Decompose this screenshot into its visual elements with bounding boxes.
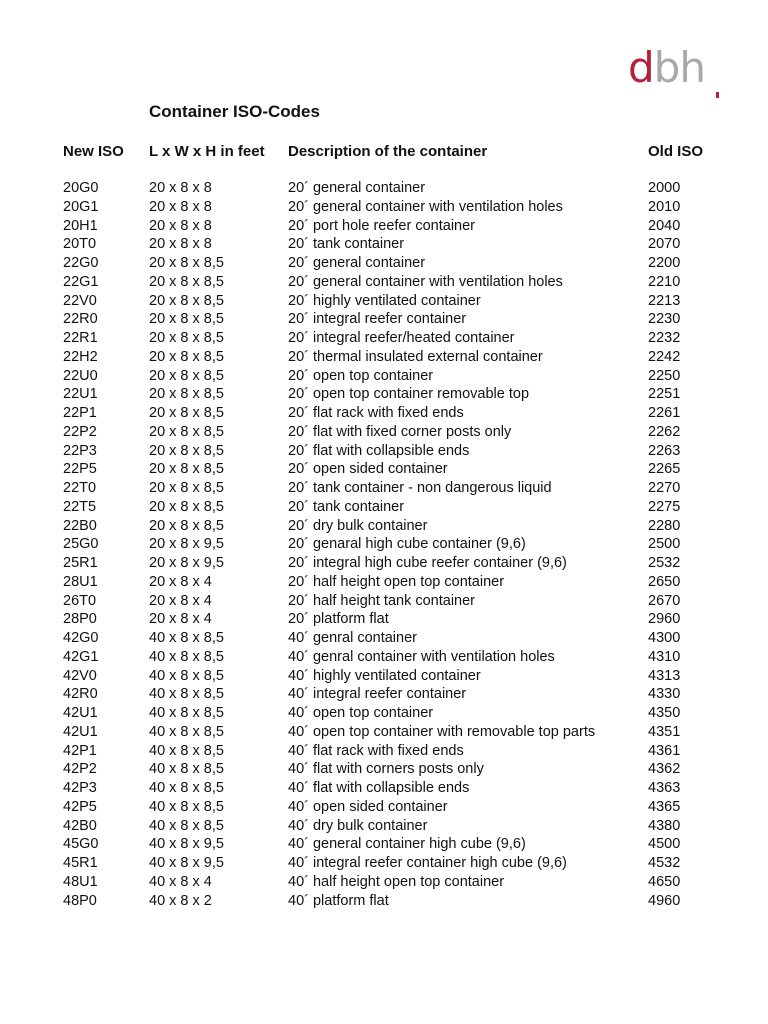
cell-description: 40´ half height open top container (288, 873, 505, 890)
cell-dimensions: 20 x 8 x 8,5 (149, 348, 224, 365)
cell-dimensions: 20 x 8 x 8,5 (149, 461, 224, 478)
cell-old-iso: 4362 (648, 761, 681, 778)
cell-description: 20´ open top container (288, 367, 434, 384)
cell-old-iso: 2010 (648, 198, 681, 215)
cell-dimensions: 20 x 8 x 9,5 (149, 536, 224, 553)
table-row (0, 254, 768, 273)
table-row (0, 854, 768, 873)
table-row (0, 817, 768, 836)
cell-new-iso: 28U1 (63, 573, 98, 590)
cell-description: 20´ general container (288, 255, 426, 271)
cell-dimensions: 20 x 8 x 8,5 (149, 273, 224, 290)
cell-description: 40´ genral container (288, 630, 417, 646)
dbh-logo (628, 43, 724, 102)
table-row (0, 667, 768, 686)
cell-description: 20´ thermal insulated external container (288, 348, 543, 365)
cell-new-iso: 22H2 (63, 348, 98, 365)
cell-description: 40´ flat rack with fixed ends (288, 742, 464, 759)
table-row (0, 723, 768, 742)
cell-dimensions: 40 x 8 x 8,5 (149, 630, 224, 646)
cell-description: 20´ integral reefer/heated container (288, 330, 515, 346)
cell-dimensions: 20 x 8 x 8 (149, 236, 212, 253)
cell-dimensions: 40 x 8 x 4 (149, 873, 212, 890)
cell-new-iso: 42B0 (63, 817, 97, 834)
cell-old-iso: 2242 (648, 348, 681, 365)
cell-new-iso: 45G0 (63, 836, 99, 853)
cell-description: 20´ dry bulk container (288, 517, 428, 534)
cell-old-iso: 4300 (648, 630, 681, 646)
cell-old-iso: 4350 (648, 705, 681, 721)
cell-description: 40´ general container high cube (9,6) (288, 836, 526, 853)
cell-dimensions: 40 x 8 x 8,5 (149, 686, 224, 703)
cell-new-iso: 42G1 (63, 648, 99, 665)
cell-old-iso: 4380 (648, 817, 681, 834)
table-row (0, 573, 768, 592)
table-row (0, 873, 768, 892)
table-row (0, 385, 768, 404)
cell-new-iso: 42P5 (63, 798, 97, 815)
cell-dimensions: 20 x 8 x 8,5 (149, 311, 224, 328)
cell-dimensions: 40 x 8 x 8,5 (149, 723, 224, 740)
table-row (0, 273, 768, 292)
table-row (0, 292, 768, 311)
cell-old-iso: 4351 (648, 723, 681, 740)
cell-old-iso: 4313 (648, 667, 681, 684)
cell-description: 20´ platform flat (288, 611, 389, 628)
table-row (0, 367, 768, 386)
cell-new-iso: 22B0 (63, 517, 97, 534)
cell-description: 40´ highly ventilated container (288, 667, 481, 684)
cell-old-iso: 2200 (648, 255, 681, 271)
cell-description: 20´ highly ventilated container (288, 292, 481, 309)
cell-new-iso: 48U1 (63, 873, 98, 890)
table-row (0, 892, 768, 911)
table-row (0, 498, 768, 517)
cell-old-iso: 2670 (648, 592, 681, 609)
cell-old-iso: 2000 (648, 180, 681, 196)
cell-description: 20´ general container (288, 180, 426, 196)
cell-new-iso: 48P0 (63, 892, 97, 909)
cell-description: 20´ half height tank container (288, 592, 476, 609)
table-row (0, 517, 768, 536)
cell-new-iso: 22P3 (63, 442, 97, 459)
table-header (0, 141, 768, 163)
cell-old-iso: 4650 (648, 873, 681, 890)
cell-new-iso: 26T0 (63, 592, 97, 609)
cell-description: 40´ open top container with removable top parts (288, 723, 596, 740)
column-header-description: Description of the container (288, 143, 488, 160)
cell-description: 20´ half height open top container (288, 573, 505, 590)
cell-old-iso: 2040 (648, 217, 681, 234)
table-row (0, 235, 768, 254)
table-row (0, 685, 768, 704)
table-row (0, 648, 768, 667)
cell-new-iso: 42U1 (63, 705, 98, 721)
cell-description: 20´ genaral high cube container (9,6) (288, 536, 526, 553)
cell-dimensions: 40 x 8 x 8,5 (149, 798, 224, 815)
cell-dimensions: 20 x 8 x 8,5 (149, 330, 224, 346)
column-header-dimensions: L x W x H in feet (149, 143, 265, 160)
table-row (0, 704, 768, 723)
cell-dimensions: 40 x 8 x 8,5 (149, 648, 224, 665)
cell-dimensions: 20 x 8 x 8,5 (149, 423, 224, 440)
cell-old-iso: 2960 (648, 611, 681, 628)
cell-new-iso: 22T0 (63, 480, 97, 496)
cell-dimensions: 20 x 8 x 8,5 (149, 517, 224, 534)
cell-dimensions: 20 x 8 x 8,5 (149, 292, 224, 309)
cell-description: 40´ genral container with ventilation holes (288, 648, 555, 665)
iso-code-table (0, 179, 768, 910)
cell-dimensions: 20 x 8 x 8,5 (149, 367, 224, 384)
cell-new-iso: 20H1 (63, 217, 98, 234)
cell-old-iso: 4960 (648, 892, 681, 909)
cell-dimensions: 20 x 8 x 8 (149, 198, 212, 215)
cell-new-iso: 28P0 (63, 611, 97, 628)
cell-new-iso: 42P1 (63, 742, 97, 759)
cell-description: 20´ tank container (288, 236, 405, 253)
cell-dimensions: 20 x 8 x 9,5 (149, 555, 224, 571)
cell-new-iso: 22R1 (63, 330, 98, 346)
cell-description: 20´ open top container removable top (288, 386, 530, 403)
cell-old-iso: 4330 (648, 686, 681, 703)
table-row (0, 329, 768, 348)
cell-dimensions: 20 x 8 x 4 (149, 573, 212, 590)
cell-new-iso: 42R0 (63, 686, 98, 703)
cell-old-iso: 2213 (648, 292, 681, 309)
cell-old-iso: 2250 (648, 367, 681, 384)
table-row (0, 760, 768, 779)
cell-description: 40´ flat with corners posts only (288, 761, 484, 778)
cell-description: 20´ integral high cube reefer container (9,6) (288, 555, 567, 571)
cell-dimensions: 20 x 8 x 8,5 (149, 480, 224, 496)
cell-old-iso: 4365 (648, 798, 681, 815)
cell-description: 20´ tank container (288, 498, 405, 515)
cell-dimensions: 20 x 8 x 8,5 (149, 386, 224, 403)
table-row (0, 217, 768, 236)
cell-description: 40´ dry bulk container (288, 817, 428, 834)
table-row (0, 779, 768, 798)
cell-new-iso: 22U1 (63, 386, 98, 403)
cell-new-iso: 22R0 (63, 311, 98, 328)
column-header-new-iso: New ISO (63, 143, 124, 160)
cell-new-iso: 22P5 (63, 461, 97, 478)
cell-dimensions: 20 x 8 x 8,5 (149, 405, 224, 421)
cell-description: 20´ flat with collapsible ends (288, 442, 470, 459)
cell-dimensions: 20 x 8 x 8 (149, 217, 212, 234)
cell-dimensions: 40 x 8 x 9,5 (149, 836, 224, 853)
cell-old-iso: 2230 (648, 311, 681, 328)
cell-description: 20´ general container with ventilation holes (288, 198, 563, 215)
cell-new-iso: 25R1 (63, 555, 98, 571)
cell-description: 40´ integral reefer container (288, 686, 467, 703)
table-row (0, 798, 768, 817)
table-row (0, 629, 768, 648)
cell-description: 20´ integral reefer container (288, 311, 467, 328)
cell-new-iso: 42P3 (63, 780, 97, 796)
cell-old-iso: 2262 (648, 423, 681, 440)
cell-old-iso: 4361 (648, 742, 681, 759)
cell-old-iso: 2263 (648, 442, 681, 459)
logo-letters-bh: bh (653, 43, 705, 92)
cell-new-iso: 22U0 (63, 367, 98, 384)
cell-description: 20´ flat with fixed corner posts only (288, 423, 512, 440)
cell-new-iso: 22G1 (63, 273, 99, 290)
cell-description: 40´ integral reefer container high cube (9,6) (288, 855, 567, 871)
table-row (0, 610, 768, 629)
cell-dimensions: 20 x 8 x 4 (149, 592, 212, 609)
table-row (0, 835, 768, 854)
cell-dimensions: 40 x 8 x 8,5 (149, 817, 224, 834)
cell-old-iso: 2210 (648, 273, 681, 290)
table-row (0, 423, 768, 442)
table-row (0, 554, 768, 573)
table-row (0, 479, 768, 498)
table-row (0, 460, 768, 479)
table-row (0, 179, 768, 198)
cell-new-iso: 22V0 (63, 292, 97, 309)
cell-dimensions: 40 x 8 x 9,5 (149, 855, 224, 871)
table-row (0, 442, 768, 461)
cell-old-iso: 2261 (648, 405, 681, 421)
cell-old-iso: 4310 (648, 648, 681, 665)
cell-new-iso: 20G0 (63, 180, 99, 196)
cell-old-iso: 2532 (648, 555, 681, 571)
cell-description: 20´ open sided container (288, 461, 448, 478)
cell-dimensions: 40 x 8 x 8,5 (149, 780, 224, 796)
cell-new-iso: 42G0 (63, 630, 99, 646)
column-header-old-iso: Old ISO (648, 143, 704, 160)
cell-new-iso: 20G1 (63, 198, 99, 215)
cell-dimensions: 40 x 8 x 8,5 (149, 705, 224, 721)
cell-dimensions: 20 x 8 x 8,5 (149, 498, 224, 515)
cell-old-iso: 2232 (648, 330, 681, 346)
cell-description: 20´ port hole reefer container (288, 217, 475, 234)
cell-description: 20´ flat rack with fixed ends (288, 405, 464, 421)
table-row (0, 404, 768, 423)
cell-old-iso: 2265 (648, 461, 681, 478)
table-row (0, 198, 768, 217)
table-row (0, 535, 768, 554)
cell-new-iso: 42V0 (63, 667, 97, 684)
cell-dimensions: 20 x 8 x 8,5 (149, 255, 224, 271)
cell-new-iso: 22P1 (63, 405, 97, 421)
cell-dimensions: 20 x 8 x 4 (149, 611, 212, 628)
cell-dimensions: 40 x 8 x 2 (149, 892, 212, 909)
logo-accent-mark (716, 92, 719, 98)
table-row (0, 310, 768, 329)
cell-dimensions: 40 x 8 x 8,5 (149, 761, 224, 778)
cell-dimensions: 40 x 8 x 8,5 (149, 742, 224, 759)
cell-new-iso: 45R1 (63, 855, 98, 871)
document-title: Container ISO-Codes (149, 102, 320, 121)
logo-letter-d: d (628, 43, 654, 92)
cell-new-iso: 20T0 (63, 236, 97, 253)
cell-dimensions: 40 x 8 x 8,5 (149, 667, 224, 684)
cell-old-iso: 2275 (648, 498, 681, 515)
cell-old-iso: 2280 (648, 517, 681, 534)
cell-old-iso: 2251 (648, 386, 681, 403)
table-row (0, 348, 768, 367)
cell-description: 40´ platform flat (288, 892, 389, 909)
cell-description: 20´ general container with ventilation holes (288, 273, 563, 290)
cell-new-iso: 22T5 (63, 498, 97, 515)
cell-old-iso: 4532 (648, 855, 681, 871)
cell-description: 40´ flat with collapsible ends (288, 780, 470, 796)
cell-old-iso: 2070 (648, 236, 681, 253)
cell-new-iso: 22P2 (63, 423, 97, 440)
cell-old-iso: 2270 (648, 480, 681, 496)
cell-dimensions: 20 x 8 x 8 (149, 180, 212, 196)
cell-dimensions: 20 x 8 x 8,5 (149, 442, 224, 459)
cell-new-iso: 25G0 (63, 536, 99, 553)
cell-old-iso: 4363 (648, 780, 681, 796)
cell-description: 40´ open top container (288, 705, 434, 721)
cell-old-iso: 2500 (648, 536, 681, 553)
cell-old-iso: 2650 (648, 573, 681, 590)
cell-description: 40´ open sided container (288, 798, 448, 815)
table-row (0, 592, 768, 611)
cell-new-iso: 42U1 (63, 723, 98, 740)
cell-description: 20´ tank container - non dangerous liquid (288, 480, 552, 496)
cell-new-iso: 22G0 (63, 255, 99, 271)
cell-new-iso: 42P2 (63, 761, 97, 778)
table-row (0, 742, 768, 761)
cell-old-iso: 4500 (648, 836, 681, 853)
